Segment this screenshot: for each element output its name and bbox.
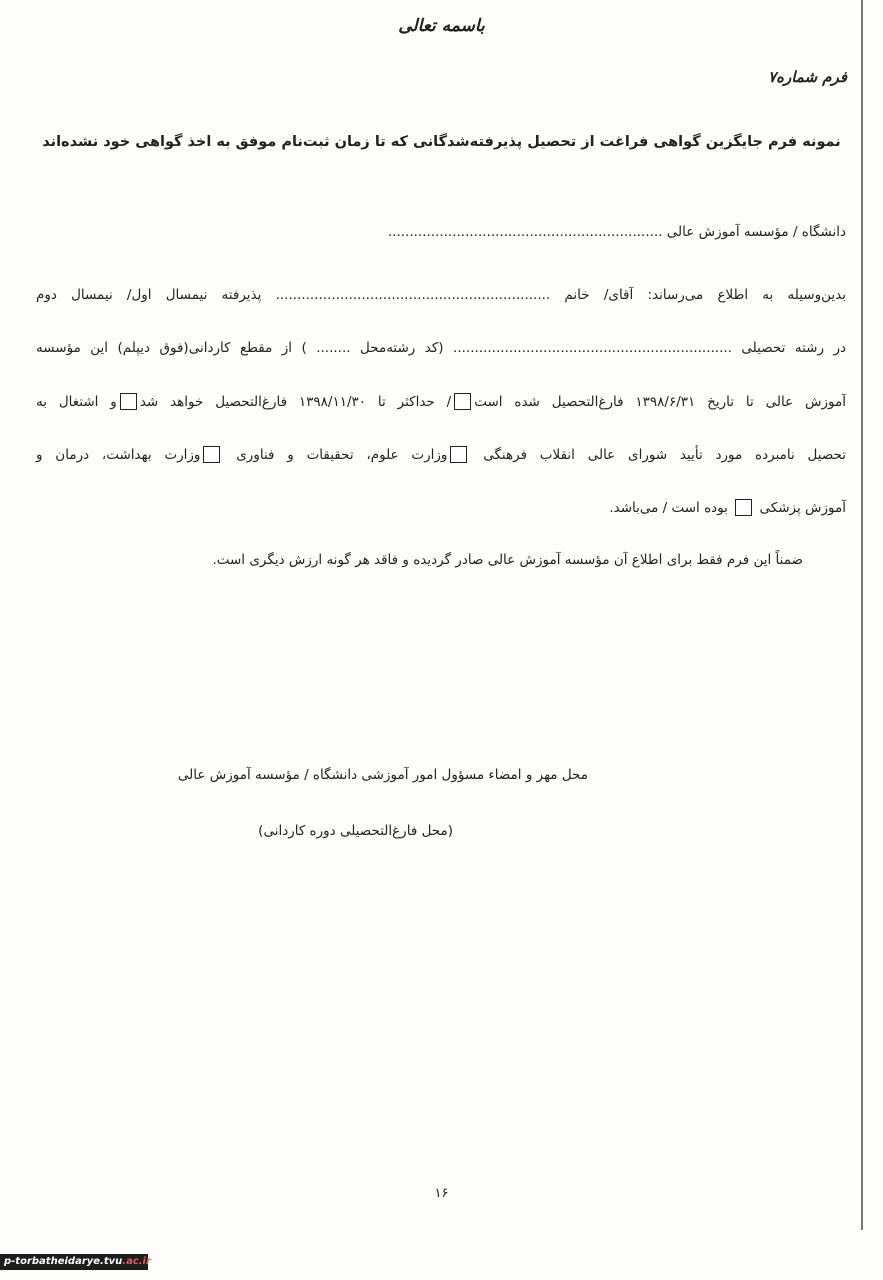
ministry-health-text: وزارت بهداشت، درمان و (36, 447, 201, 463)
ministry-science-checkbox[interactable] (203, 446, 220, 463)
medical-education-text: آموزش پزشکی (759, 500, 846, 516)
council-text: تحصیل نامبرده مورد تأیید شورای عالی انقلاب فرهنگی (483, 447, 847, 463)
graduated-text: آموزش عالی تا تاریخ ۱۳۹۸/۶/۳۱ فارغ‌التحصیل شده است (474, 394, 846, 410)
graduation-date-line (36, 393, 846, 410)
graduated-checkbox[interactable] (454, 393, 471, 410)
will-graduate-checkbox[interactable] (120, 393, 137, 410)
employment-text: و اشتغال به (36, 394, 117, 410)
approval-line (36, 446, 846, 463)
medical-education-checkbox[interactable] (735, 499, 752, 516)
medical-education-line (36, 499, 846, 516)
page-border-line (861, 0, 863, 1230)
disclaimer-note: ضمناً این فرم فقط برای اطلاع آن مؤسسه آموزش عالی صادر گردیده و فاقد هر گونه ارزش دیگری است. (212, 552, 803, 568)
signature-label: محل مهر و امضاء مسؤول امور آموزشی دانشگاه / مؤسسه آموزش عالی (177, 767, 588, 783)
signature-sublabel: (محل فارغ‌التحصیلی دوره کاردانی) (258, 823, 453, 839)
status-text: بوده است / می‌باشد. (609, 500, 728, 516)
university-line: دانشگاه / مؤسسه آموزش عالی ................................................................ (387, 224, 846, 240)
council-checkbox[interactable] (450, 446, 467, 463)
watermark-main: p-torbatheidarye.tvu (4, 1256, 123, 1267)
website-watermark (0, 1254, 151, 1270)
field-of-study-line: در رشته تحصیلی ................................................................. (کد رشته‌محل ........ ) از مقطع کاردانی(فوق دیپلم) این مؤسسه (36, 340, 846, 356)
bismillah-header: باسمه تعالی (398, 16, 485, 36)
watermark-suffix: .ac.ir (122, 1256, 151, 1267)
form-title: نمونه فرم جایگزین گواهی فراغت از تحصیل پذیرفته‌شدگانی که تا زمان ثبت‌نام موفق به اخذ گواهی خود نشده‌اند (42, 134, 841, 150)
form-number: فرم شماره۷ (768, 68, 847, 86)
will-graduate-text: / حداکثر تا ۱۳۹۸/۱۱/۳۰ فارغ‌التحصیل خواهد شد (139, 394, 452, 410)
ministry-science-text: وزارت علوم، تحقیقات و فناوری (236, 447, 448, 463)
page-number: ۱۶ (434, 1186, 449, 1201)
student-name-line: بدین‌وسیله به اطلاع می‌رساند: آقای/ خانم ................................................................ پذیرفته نیمسال اول/ نیمسال دوم (36, 287, 846, 303)
